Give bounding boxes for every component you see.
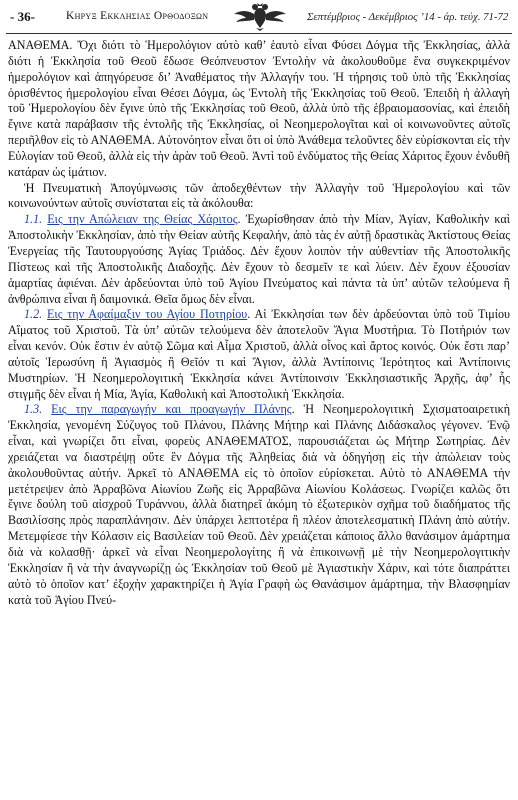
section-text: . Αἱ Ἐκκλησίαι των δὲν ἀρδεύονται ὑπὸ τοῦ Τιμίου Αἵματος τοῦ Χριστοῦ. Τὰ ὑπ’ αὐτῶν τελούμενα δὲν ἀποτελοῦν Ἅγια Μυστήρια. Τὸ Ποτήριόν των εἶναι κενόν. Οὐκ ἔστιν ἐν αὐτῷ Σῶμα καὶ Αἷμα Χριστοῦ, ἀλλὰ οἶνος καὶ ἄρτος κοινός. Οὐκ ἔστι παρ’ αὐτοῖς Ἱερωσύνη ἢ Ἁγιασμὸς ἢ Θεῖόν τι καὶ Ἅγιον, ἀλλὰ Ἀντίποινις Ἱερότητος καὶ Ἀντίποινις Μυστηρίων. Ἡ Νεοημερολογιτικὴ Ἐκκλησία κάνει Ἀντίποινσιν Ἐκκλησιαστικῆς Ἀρχῆς, ἀφ’ ἧς στιγμῆς δὲν εἶναι ἡ Μία, Ἁγία, Καθολικὴ καὶ Ἀποστολικὴ Ἐκκλησία. bbox=[8, 307, 510, 401]
paragraph-anathema: ΑΝΑΘΕΜΑ. Ὄχι διότι τὸ Ἡμερολόγιον αὐτὸ καθ’ ἑαυτὸ εἶναι Φύσει Δόγμα τῆς Ἐκκλησίας, ἀλλὰ διότι ἡ Ἐκκλησία τοῦ Θεοῦ ἔδωσε Θεόπνευστον Ἐντολὴν νὰ ἀκολουθοῦμε ἕνα συγκεκριμένον ἡμερολόγιον καὶ ἀπηγόρευσε δι’ Ἀναθέματος τὴν Ἀλλαγήν του. Ἡ τήρησις τοῦ ὑπὸ τῆς Ἐκκλησίας ὁρισθέντος ἡμερολογίου εἶναι Θέσει Δόγμα, ὡς Ἐντολὴ τῆς Ἐκκλησίας τοῦ Θεοῦ. Ἐπειδὴ ἡ ἀλλαγὴ τοῦ Ἡμερολογίου δὲν ἔγινε ὑπὸ τῆς Ἐκκλησίας τοῦ Θεοῦ, ἀλλὰ ὑπὸ τῆς ἑβραιομασονίας, καὶ ἐπειδὴ ἔγινε κατὰ παράβασιν τῆς ἐντολῆς τῆς Ἐκκλησίας, οἱ Νεοημερολογῖται καὶ οἱ κοινωνοῦντες αὐτοῖς περιῆλθον εἰς τὸ ΑΝΑΘΕΜΑ. Αὐτονόητον εἶναι ὅτι οἱ ὑπὸ Ἀνάθεμα τελοῦντες δὲν εὑρίσκονται εἰς τὴν Εὐλογίαν τοῦ Θεοῦ, ἀλλὰ εἰς τὴν ἀρὰν τοῦ Θεοῦ. Ἀντὶ τοῦ ἐνδύματος τῆς Θείας Χάριτος ἔχουν ἐνδυθῆ κατάραν ὡς ἱμάτιον. bbox=[8, 38, 510, 179]
paragraph-intro: Ἡ Πνευματικὴ Ἀπογύμνωσις τῶν ἀποδεχθέντων τὴν Ἀλλαγὴν τοῦ Ἡμερολογίου καὶ τῶν κοινωνούντων αὐτοῖς συνίσταται εἰς τὰ ἀκόλουθα: bbox=[8, 180, 510, 211]
section-title: Εις την παραγωγήν και προαγωγήν Πλάνης bbox=[51, 402, 292, 417]
section-number: 1.1. bbox=[24, 212, 43, 227]
section-title: Εις την Αφαίμαξιν του Αγίου Ποτηρίου bbox=[47, 307, 248, 322]
article-body bbox=[8, 38, 510, 798]
section-1-1 bbox=[8, 212, 510, 307]
double-headed-eagle-icon bbox=[232, 2, 288, 32]
section-number: 1.2. bbox=[24, 307, 43, 322]
header-rule bbox=[6, 33, 512, 34]
section-title: Εις την Απώλειαν της Θείας Χάριτος bbox=[47, 212, 238, 227]
section-1-3 bbox=[8, 402, 510, 608]
section-text: . Ἐχωρίσθησαν ἀπὸ τὴν Μίαν, Ἁγίαν, Καθολικὴν καὶ Ἀποστολικὴν Ἐκκλησίαν, ἀπὸ τὴν Θείαν αὐτῆς Κεφαλήν, ἀπὸ τὰς ἐν αὐτῇ δραστικὰς Ἀκτίστους Θείας Ἐνεργείας τῆς Ταυτουργούσης Ἁγίας Τριάδος. Δὲν ἔχουν λοιπὸν τὴν αὐθεντίαν τῆς Ἀποστολικῆς Πίστεως καὶ τῆς Ἀποστολικῆς Διαδοχῆς. Δὲν ἔχουν τὸ δεσμεῖν τε καὶ λύειν. Δὲν ἔχουν ἐξουσίαν ἁμαρτίας ἀφιέναι. Δὲν ἀρδεύονται ὑπὸ τοῦ Ἁγίου Πνεύματος καὶ πάντα τὰ ὑπ’ αὐτῶν τελούμενα ἢ ἀνθρώπινα εἶναι ἢ δαιμονικά. Θεῖα ὅμως δὲν εἶναι. bbox=[8, 212, 510, 306]
page-number: - 36- bbox=[10, 9, 35, 24]
section-1-2 bbox=[8, 307, 510, 402]
issue-info: Σεπτέμβριος - Δεκέμβριος ’14 - άρ. τεύχ. 71-72 bbox=[307, 11, 509, 23]
page-header bbox=[0, 0, 518, 38]
section-text: . Ἡ Νεοημερολογιτικὴ Σχισματοαιρετικὴ Ἐκκλησία, γενομένη Σύζυγος τοῦ Πλάνου, Πλάνης Μήτηρ καὶ Πλάνης Διδάσκαλος γέγονεν. Ἐνῷ εἶναι, καὶ γνωρίζει ὅτι εἶναι, φορεὺς ΑΝΑΘΕΜΑΤΟΣ, παρουσιάζεται ὡς Μήτηρ Σωτηρίας. Δὲν χρειάζεται να διαστρέψῃ οὔτε ἓν Δόγμα τῆς Ἀληθείας διὰ νὰ ὁδηγήσῃ εἰς τὴν ἀπώλειαν τοὺς ἀκολουθοῦντας αὐτήν. Ἀρκεῖ τὸ ΑΝΑΘΕΜΑ εἰς τὸ ὁποῖον εὑρίσκεται. Αὐτὸ τὸ ΑΝΑΘΕΜΑ τὴν μετέτρεψεν ἀπὸ Ἀρραβῶνα Αἰωνίου Ζωῆς εἰς Ἀρραβῶνα Αἰωνίου Κολάσεως. Γνωρίζει καλῶς ὅτι ἔγινε δούλη τοῦ αἰσχροῦ Τυράννου, ἀλλὰ διατηρεῖ ἀκόμη τὸ ἐξωτερικὸν σχῆμα τοῦ διαδήματος τῆς Βασιλίσσης πρὸς παραπλάνησιν. Δὲν ὑπάρχει λεπτοτέρα ἢ πλέον ἀποτελεσματικὴ Πλάνη ἀπὸ αὐτήν. Μετεμφίεσε τὴν Κόλασιν εἰς Βασιλείαν τοῦ Θεοῦ. Δὲν χρειάζεται κάποιος ἄλλο θανάσιμον ἁμάρτημα διὰ νὰ κολασθῇ· ἀρκεῖ νὰ εἶναι Νεοημερολογίτης ἢ νὰ ἐπικοινωνῇ μὲ τὴν Νεοημερολογιτικὴν Ἐκκλησίαν ἢ νὰ τὴν ἀναγνωρίζῃ ὡς Ἐκκλησίαν τοῦ Θεοῦ μὲ Ἁγιαστικὴν Χάριν, καὶ τότε διαπράττει αὐτὸ τὸ ὁποῖον κατ’ ἐξοχὴν χαρακτηρίζει ἡ Ἁγία Γραφὴ ὡς Θανάσιμον ἁμάρτημα, τὴν Βλασφημίαν κατὰ τοῦ Ἁγίου Πνεύ- bbox=[8, 402, 510, 607]
journal-title: Κηρυξ Εκκλησιασ Ορθοδοξων bbox=[66, 10, 209, 22]
section-number: 1.3. bbox=[24, 402, 43, 417]
